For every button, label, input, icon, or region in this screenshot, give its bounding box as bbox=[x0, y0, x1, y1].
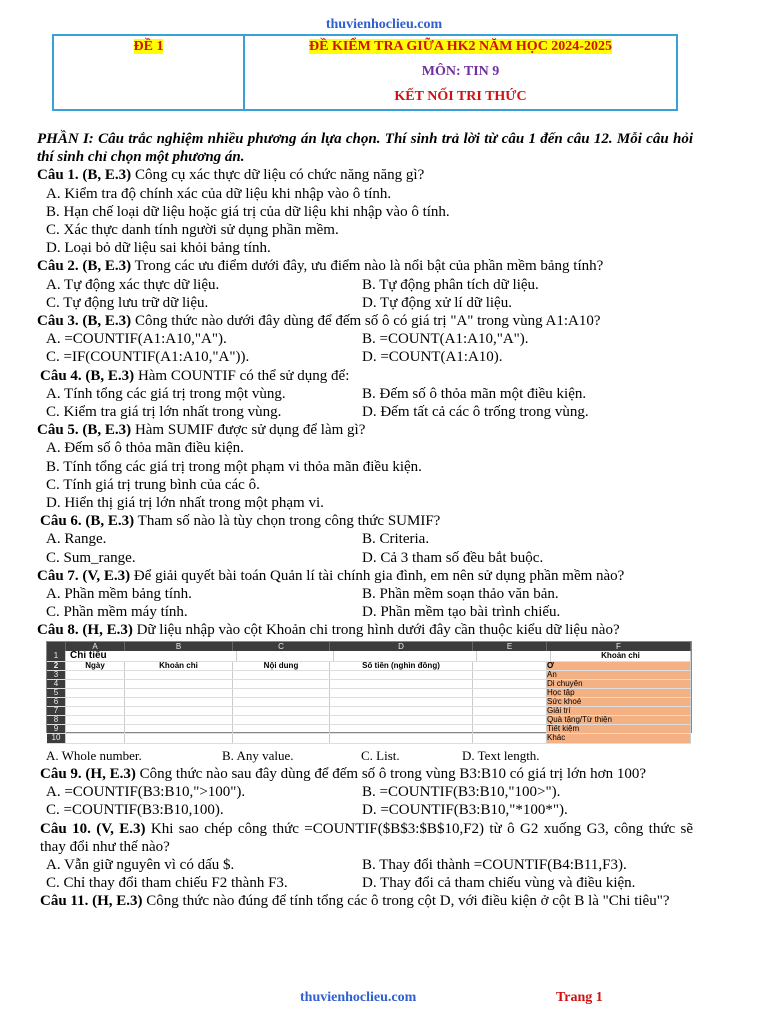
option-a: A. Phần mềm bảng tính. bbox=[46, 586, 192, 603]
sheet-list-item: Khác bbox=[547, 734, 691, 742]
sheet-col-f: F bbox=[547, 642, 691, 651]
option-b: B. Đếm số ô thỏa mãn một điều kiện. bbox=[362, 385, 587, 402]
sheet-title: Chi tiêu bbox=[66, 651, 237, 661]
question-10 bbox=[37, 820, 693, 856]
sheet-header-amount: Số tiền (nghìn đồng) bbox=[330, 662, 473, 670]
exam-code-cell bbox=[54, 36, 245, 109]
option-c: C. =IF(COUNTIF(A1:A10,"A")). bbox=[46, 349, 250, 366]
option-d: D. =COUNT(A1:A10). bbox=[362, 349, 503, 366]
option-a: A. Tính tổng các giá trị trong một vùng. bbox=[46, 385, 286, 402]
footer-site-link[interactable]: thuvienhoclieu.com bbox=[300, 990, 417, 1005]
question-text: Công thức nào đúng để tính tổng các ô trong cột D, với điều kiện ở cột B là "Chi tiêu"? bbox=[142, 893, 670, 910]
question-text: Tham số nào là tùy chọn trong công thức SUMIF? bbox=[134, 513, 441, 530]
question-label: Câu 2. (B, E.3) bbox=[37, 258, 132, 275]
option-b: B. Criteria. bbox=[362, 531, 430, 548]
option-b: B. =COUNT(A1:A10,"A"). bbox=[362, 331, 529, 348]
spreadsheet-image: A B C D E F 1 Chi tiêu Khoản chi 2 Ngày Khoản chi Nội dung Số tiền (nghìn đồng) Ở 3 Ăn 4 Di chuyển 5 Học tập 6 Sức khoẻ 7 Giải trí 8 Quà tặng/Từ thiện 9 Tiết kiệm 10 Khác bbox=[46, 641, 692, 733]
option-d: D. Hiển thị giá trị lớn nhất trong một phạm vi. bbox=[46, 495, 324, 512]
option-b: B. Tính tổng các giá trị trong một phạm vi thỏa mãn điều kiện. bbox=[46, 458, 422, 475]
question-label: Câu 6. (B, E.3) bbox=[40, 513, 135, 530]
option-d: D. =COUNTIF(B3:B10,"*100*"). bbox=[362, 802, 568, 819]
sheet-col-a: A bbox=[66, 642, 125, 651]
sheet-list-item: Tiết kiệm bbox=[547, 725, 691, 733]
option-c: C. Sum_range. bbox=[46, 549, 136, 566]
question-9 bbox=[37, 765, 693, 783]
option-a: A. Tự động xác thực dữ liệu. bbox=[46, 276, 220, 293]
option-a: A. Đếm số ô thỏa mãn điều kiện. bbox=[46, 440, 244, 457]
page-number: Trang 1 bbox=[556, 990, 603, 1005]
question-label: Câu 5. (B, E.3) bbox=[37, 422, 132, 439]
exam-header-table bbox=[52, 34, 678, 111]
sheet-list-item: Quà tặng/Từ thiện bbox=[547, 716, 691, 724]
question-text: Hàm SUMIF được sử dụng để làm gì? bbox=[131, 422, 366, 439]
question-1 bbox=[37, 166, 693, 184]
question-text: Dữ liệu nhập vào cột Khoản chi trong hình dưới đây cần thuộc kiểu dữ liệu nào? bbox=[132, 622, 620, 639]
q8-options bbox=[37, 747, 693, 765]
sheet-list-item: Ở bbox=[547, 662, 691, 670]
option-c: C. Tự động lưu trữ dữ liệu. bbox=[46, 294, 209, 311]
sheet-col-e: E bbox=[473, 642, 547, 651]
option-b: B. Tự động phân tích dữ liệu. bbox=[362, 276, 539, 293]
option-b: B. Thay đổi thành =COUNTIF(B4:B11,F3). bbox=[362, 856, 627, 873]
question-text: Hàm COUNTIF có thể sử dụng để: bbox=[134, 367, 350, 384]
sheet-list-item: Học tập bbox=[547, 689, 691, 697]
question-text: Công thức nào dưới đây dùng để đếm số ô có giá trị "A" trong vùng A1:A10? bbox=[131, 313, 601, 330]
question-5 bbox=[37, 421, 693, 439]
question-label: Câu 4. (B, E.3) bbox=[40, 367, 135, 384]
question-4 bbox=[37, 367, 693, 385]
option-d: D. Phần mềm tạo bài trình chiếu. bbox=[362, 604, 561, 621]
question-3 bbox=[37, 312, 693, 330]
option-d: D. Text length. bbox=[462, 747, 540, 763]
option-d: D. Cả 3 tham số đều bắt buộc. bbox=[362, 549, 544, 566]
question-label: Câu 10. (V, E.3) bbox=[40, 820, 146, 837]
option-a: A. =COUNTIF(A1:A10,"A"). bbox=[46, 331, 227, 348]
question-2 bbox=[37, 257, 693, 275]
option-b: B. =COUNTIF(B3:B10,"100>"). bbox=[362, 784, 561, 801]
question-label: Câu 11. (H, E.3) bbox=[40, 893, 143, 910]
option-b: B. Phần mềm soạn thảo văn bản. bbox=[362, 586, 559, 603]
option-c: C. Tính giá trị trung bình của các ô. bbox=[46, 476, 260, 493]
option-d: D. Thay đổi cả tham chiếu vùng và điều kiện. bbox=[362, 875, 636, 892]
question-6 bbox=[37, 512, 693, 530]
part-1-instructions: PHẦN I: Câu trắc nghiệm nhiều phương án lựa chọn. Thí sinh trả lời từ câu 1 đến câu 12. Mỗi câu hỏi thí sinh chỉ chọn một phương án. bbox=[37, 131, 693, 166]
sheet-list-item: Di chuyển bbox=[547, 680, 691, 688]
question-text: Công cụ xác thực dữ liệu có chức năng năng gì? bbox=[131, 167, 425, 184]
option-b: B. Hạn chế loại dữ liệu hoặc giá trị của dữ liệu khi nhập vào ô tính. bbox=[46, 203, 450, 220]
question-label: Câu 7. (V, E.3) bbox=[37, 567, 131, 584]
exam-title-cell bbox=[245, 36, 676, 109]
sheet-col-d: D bbox=[330, 642, 473, 651]
option-d: D. Tự động xử lí dữ liệu. bbox=[362, 294, 512, 311]
sheet-column-headers bbox=[47, 642, 691, 651]
question-11 bbox=[37, 892, 693, 910]
question-label: Câu 9. (H, E.3) bbox=[40, 765, 136, 782]
option-c: C. Chỉ thay đổi tham chiếu F2 thành F3. bbox=[46, 875, 288, 892]
question-label: Câu 8. (H, E.3) bbox=[37, 622, 133, 639]
option-c: C. Phần mềm máy tính. bbox=[46, 604, 188, 621]
question-text: Để giải quyết bài toán Quản lí tài chính gia đình, em nên sử dụng phần mềm nào? bbox=[130, 567, 625, 584]
question-text: Công thức nào sau đây dùng để đếm số ô trong vùng B3:B10 có giá trị lớn hơn 100? bbox=[135, 765, 647, 782]
option-c: C. =COUNTIF(B3:B10,100). bbox=[46, 802, 224, 819]
question-label: Câu 1. (B, E.3) bbox=[37, 167, 132, 184]
exam-subject: MÔN: TIN 9 bbox=[421, 64, 500, 79]
sheet-list-item: Sức khoẻ bbox=[547, 698, 691, 706]
option-d: D. Loại bỏ dữ liệu sai khỏi bảng tính. bbox=[46, 240, 271, 257]
sheet-header-content: Nội dung bbox=[233, 662, 330, 670]
exam-title: ĐỀ KIỂM TRA GIỮA HK2 NĂM HỌC 2024-2025 bbox=[309, 39, 612, 54]
question-text: Trong các ưu điểm dưới đây, ưu điểm nào là nổi bật của phần mềm bảng tính? bbox=[131, 258, 604, 275]
exam-code: ĐỀ 1 bbox=[133, 39, 164, 54]
option-a: A. Kiểm tra độ chính xác của dữ liệu khi nhập vào ô tính. bbox=[46, 185, 392, 202]
question-8 bbox=[37, 621, 693, 639]
option-a: A. Whole number. bbox=[46, 747, 142, 763]
sheet-header-expense: Khoản chi bbox=[125, 662, 233, 670]
question-text: Khi sao chép công thức =COUNTIF($B$3:$B$10,F2) từ ô G2 xuống G3, công thức sẽ thay đổi như thế nào? bbox=[40, 820, 694, 855]
sheet-list-item: Ăn bbox=[547, 671, 691, 679]
sheet-header-date: Ngày bbox=[66, 662, 125, 670]
option-c: C. Xác thực danh tính người sử dụng phần mềm. bbox=[46, 222, 339, 239]
sheet-list-item: Giải trí bbox=[547, 707, 691, 715]
exam-series: KẾT NỐI TRI THỨC bbox=[394, 89, 527, 104]
exam-content bbox=[37, 130, 693, 911]
option-c: C. List. bbox=[361, 747, 400, 763]
option-a: A. Range. bbox=[46, 531, 107, 548]
site-header-link[interactable]: thuvienhoclieu.com bbox=[325, 17, 443, 32]
option-d: D. Đếm tất cả các ô trống trong vùng. bbox=[362, 404, 589, 421]
question-7 bbox=[37, 567, 693, 585]
sheet-col-b: B bbox=[125, 642, 233, 651]
question-label: Câu 3. (B, E.3) bbox=[37, 313, 132, 330]
option-a: A. =COUNTIF(B3:B10,">100"). bbox=[46, 784, 246, 801]
option-c: C. Kiểm tra giá trị lớn nhất trong vùng. bbox=[46, 404, 282, 421]
sheet-list-header: Khoản chi bbox=[551, 651, 691, 661]
option-b: B. Any value. bbox=[222, 747, 294, 763]
option-a: A. Vẫn giữ nguyên vì có dấu $. bbox=[46, 856, 235, 873]
sheet-col-c: C bbox=[233, 642, 330, 651]
